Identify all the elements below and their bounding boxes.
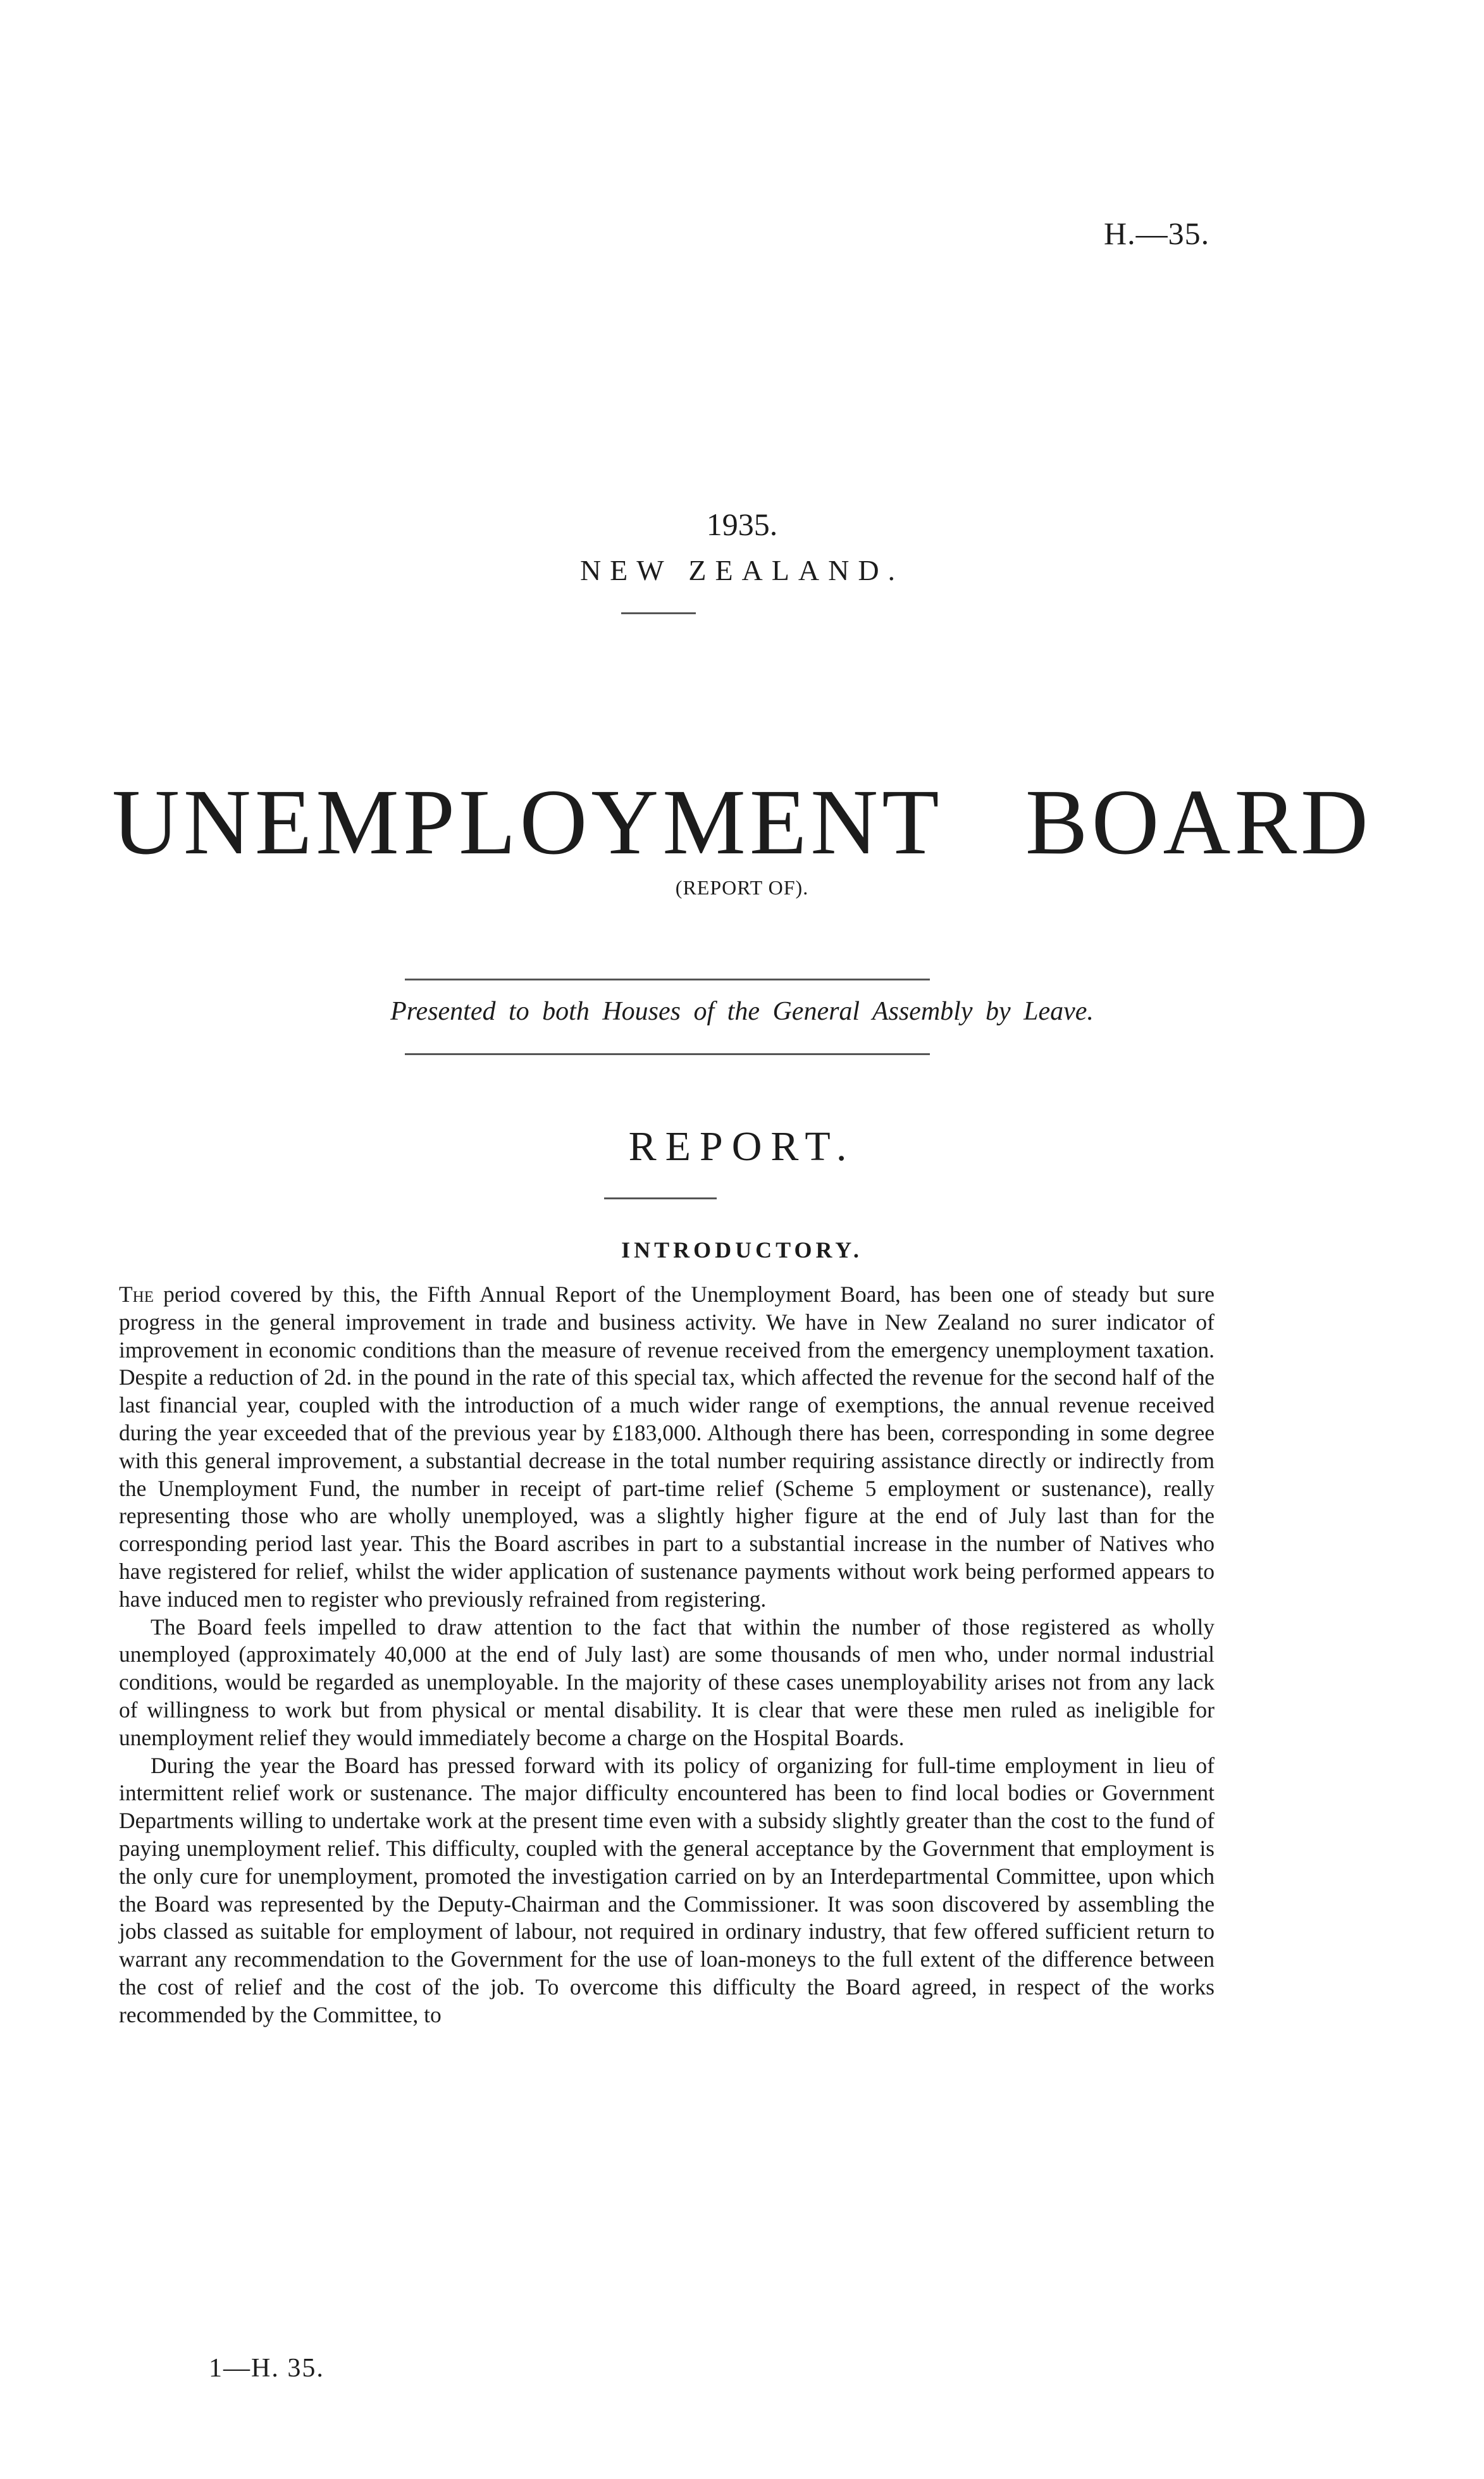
paragraph	[119, 1752, 1215, 2029]
divider	[405, 979, 930, 980]
document-reference: H.—35.	[1104, 216, 1210, 251]
section-heading: INTRODUCTORY.	[621, 1237, 863, 1263]
main-title: UNEMPLOYMENT BOARD	[112, 770, 1372, 874]
divider	[621, 612, 696, 614]
divider	[604, 1197, 717, 1199]
page-reference: 1—H. 35.	[209, 2354, 325, 2383]
year: 1935.	[706, 507, 778, 542]
report-heading: REPORT.	[628, 1123, 856, 1170]
country-name: NEW ZEALAND.	[579, 554, 905, 586]
paragraph-text: The Board feels impelled to draw attention to the fact that within the number of those registered as wholly unemployed (approximately 40,000 at the end of July last) are some thousands of men who, under normal industrial conditions, would be regarded as unemployable. In the majority of these cases unemployability arises not from any lack of willingness to work but from physical or mental disability. It is clear that were these men ruled as ineligible for unemployment relief they would immediately become a charge on the Hospital Boards.	[119, 1614, 1215, 1750]
paragraph-text: period covered by this, the Fifth Annual Report of the Unemployment Board, has been one of steady but sure progress in the general improvement in trade and business activity. We have in New Zealand no surer indicator of improvement in economic conditions than the measure of revenue received from the emergency unemployment taxation. Despite a reduction of 2d. in the pound in the rate of this special tax, which affected the revenue for the second half of the last financial year, coupled with the introduction of a much wider range of exemptions, the annual revenue received during the year exceeded that of the previous year by £183,000. Although there has been, corresponding in some degree with this general improvement, a substantial decrease in the total number requiring assistance directly or indirectly from the Unemployment Fund, the number in receipt of part-time relief (Scheme 5 employment or sustenance), really representing those who are wholly unemployed, was a slightly higher figure at the end of July last than for the corresponding period last year. This the Board ascribes in part to a substantial increase in the number of Natives who have registered for relief, whilst the wider application of sustenance payments without work being performed appears to have induced men to register who previously refrained from registering.	[119, 1282, 1215, 1612]
presented-line: Presented to both Houses of the General Assembly by Leave.	[390, 997, 1094, 1026]
report-body	[119, 1281, 1215, 2029]
paragraph-lead: The	[119, 1282, 154, 1307]
subtitle: (REPORT OF).	[675, 876, 809, 899]
paragraph	[119, 1614, 1215, 1752]
paragraph	[119, 1281, 1215, 1614]
divider	[405, 1053, 930, 1055]
paragraph-text: During the year the Board has pressed forward with its policy of organizing for full-time employment in lieu of intermittent relief work or sustenance. The major difficulty encountered has been to find local bodies or Government Departments willing to undertake work at the present time even with a subsidy slightly greater than the cost to the fund of paying unemployment relief. This difficulty, coupled with the general acceptance by the Government that employment is the only cure for unemployment, promoted the investigation carried on by an Interdepartmental Committee, upon which the Board was represented by the Deputy-Chairman and the Commissioner. It was soon discovered by assembling the jobs classed as suitable for employment of labour, not required in ordinary industry, that few offered sufficient return to warrant any recommendation to the Government for the use of loan-moneys to the full extent of the difference between the cost of relief and the cost of the job. To overcome this difficulty the Board agreed, in respect of the works recommended by the Committee, to	[119, 1752, 1215, 2027]
